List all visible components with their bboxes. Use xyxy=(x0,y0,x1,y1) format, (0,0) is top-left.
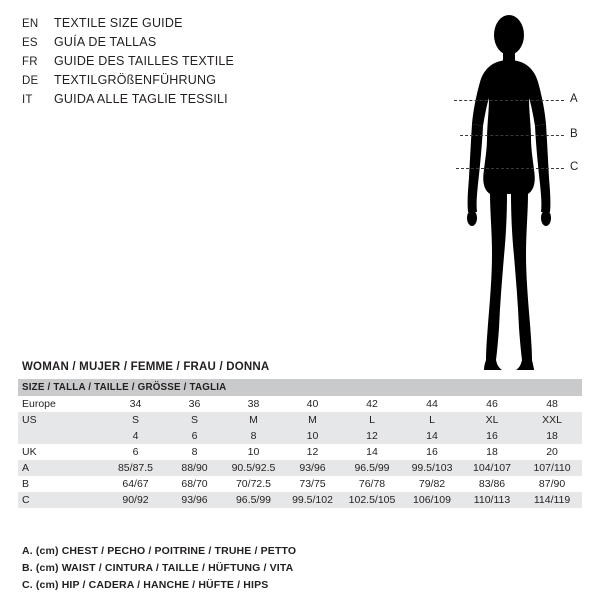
row-label-uk: UK xyxy=(18,444,106,460)
table-row xyxy=(18,492,582,508)
cell: 88/90 xyxy=(165,460,224,476)
cell: 96.5/99 xyxy=(224,492,283,508)
cell: 14 xyxy=(342,444,402,460)
cell: 48 xyxy=(522,396,582,412)
measure-label-a: A xyxy=(570,93,578,105)
cell: L xyxy=(342,412,402,428)
cell: 4 xyxy=(106,428,165,444)
cell: 90/92 xyxy=(106,492,165,508)
cell: 8 xyxy=(224,428,283,444)
cell: 104/107 xyxy=(462,460,522,476)
language-title-en: TEXTILE SIZE GUIDE xyxy=(54,16,183,30)
language-row-it xyxy=(22,90,322,109)
cell: 99.5/103 xyxy=(402,460,462,476)
cell: 34 xyxy=(106,396,165,412)
cell: S xyxy=(106,412,165,428)
cell: M xyxy=(283,412,342,428)
cell: 40 xyxy=(283,396,342,412)
row-label-us-numeric xyxy=(18,428,106,444)
language-code-de: DE xyxy=(22,75,39,87)
cell: 10 xyxy=(283,428,342,444)
cell: 73/75 xyxy=(283,476,342,492)
cell: 6 xyxy=(106,444,165,460)
measurement-legend xyxy=(22,543,442,594)
measure-line-hip xyxy=(456,168,564,169)
language-row-es xyxy=(22,33,322,52)
language-row-en xyxy=(22,14,322,33)
measure-label-c: C xyxy=(570,161,579,173)
cell: 38 xyxy=(224,396,283,412)
cell: 87/90 xyxy=(522,476,582,492)
cell: 16 xyxy=(402,444,462,460)
cell: 18 xyxy=(462,444,522,460)
size-table xyxy=(18,379,582,508)
cell: 79/82 xyxy=(402,476,462,492)
measure-line-waist xyxy=(460,135,564,136)
cell: 10 xyxy=(224,444,283,460)
cell: 64/67 xyxy=(106,476,165,492)
cell: 36 xyxy=(165,396,224,412)
language-title-fr: GUIDE DES TAILLES TEXTILE xyxy=(54,54,235,68)
table-row xyxy=(18,444,582,460)
language-row-fr xyxy=(22,52,322,71)
table-row xyxy=(18,476,582,492)
cell: 83/86 xyxy=(462,476,522,492)
table-header-label: SIZE / TALLA / TAILLE / GRÖSSE / TAGLIA xyxy=(18,379,582,396)
table-row xyxy=(18,396,582,412)
language-title-it: GUIDA ALLE TAGLIE TESSILI xyxy=(54,92,228,106)
row-label-c: C xyxy=(18,492,106,508)
table-row xyxy=(18,428,582,444)
cell: 106/109 xyxy=(402,492,462,508)
cell: XXL xyxy=(522,412,582,428)
legend-line-b: B. (cm) WAIST / CINTURA / TAILLE / HÜFTUNG / VITA xyxy=(22,562,294,574)
language-code-es: ES xyxy=(22,37,38,49)
legend-line-c: C. (cm) HIP / CADERA / HANCHE / HÜFTE / HIPS xyxy=(22,579,269,591)
language-code-fr: FR xyxy=(22,56,38,68)
cell: 20 xyxy=(522,444,582,460)
cell: 85/87.5 xyxy=(106,460,165,476)
cell: 107/110 xyxy=(522,460,582,476)
language-title-de: TEXTILGRÖßENFÜHRUNG xyxy=(54,73,217,87)
section-title: WOMAN / MUJER / FEMME / FRAU / DONNA xyxy=(22,361,270,373)
cell: 90.5/92.5 xyxy=(224,460,283,476)
cell: 110/113 xyxy=(462,492,522,508)
cell: 12 xyxy=(283,444,342,460)
cell: 93/96 xyxy=(165,492,224,508)
cell: 14 xyxy=(402,428,462,444)
cell: 12 xyxy=(342,428,402,444)
cell: 96.5/99 xyxy=(342,460,402,476)
cell: L xyxy=(402,412,462,428)
female-silhouette-icon xyxy=(410,8,590,373)
cell: M xyxy=(224,412,283,428)
cell: 8 xyxy=(165,444,224,460)
cell: 18 xyxy=(522,428,582,444)
cell: 93/96 xyxy=(283,460,342,476)
table-row xyxy=(18,460,582,476)
cell: 114/119 xyxy=(522,492,582,508)
cell: XL xyxy=(462,412,522,428)
cell: 102.5/105 xyxy=(342,492,402,508)
cell: S xyxy=(165,412,224,428)
cell: 6 xyxy=(165,428,224,444)
row-label-europe: Europe xyxy=(18,396,106,412)
row-label-b: B xyxy=(18,476,106,492)
language-code-en: EN xyxy=(22,18,39,30)
cell: 16 xyxy=(462,428,522,444)
cell: 42 xyxy=(342,396,402,412)
table-header-row xyxy=(18,379,582,396)
row-label-us: US xyxy=(18,412,106,428)
language-code-it: IT xyxy=(22,94,33,106)
cell: 44 xyxy=(402,396,462,412)
language-title-es: GUÍA DE TALLAS xyxy=(54,35,157,49)
language-row-de xyxy=(22,71,322,90)
cell: 68/70 xyxy=(165,476,224,492)
table-row xyxy=(18,412,582,428)
cell: 76/78 xyxy=(342,476,402,492)
legend-line-a: A. (cm) CHEST / PECHO / POITRINE / TRUHE / PETTO xyxy=(22,545,297,557)
row-label-a: A xyxy=(18,460,106,476)
language-title-list xyxy=(22,14,322,109)
measure-label-b: B xyxy=(570,128,578,140)
cell: 99.5/102 xyxy=(283,492,342,508)
cell: 70/72.5 xyxy=(224,476,283,492)
size-table-wrapper xyxy=(18,379,582,508)
cell: 46 xyxy=(462,396,522,412)
measure-line-chest xyxy=(454,100,564,101)
female-body-figure xyxy=(410,8,590,373)
